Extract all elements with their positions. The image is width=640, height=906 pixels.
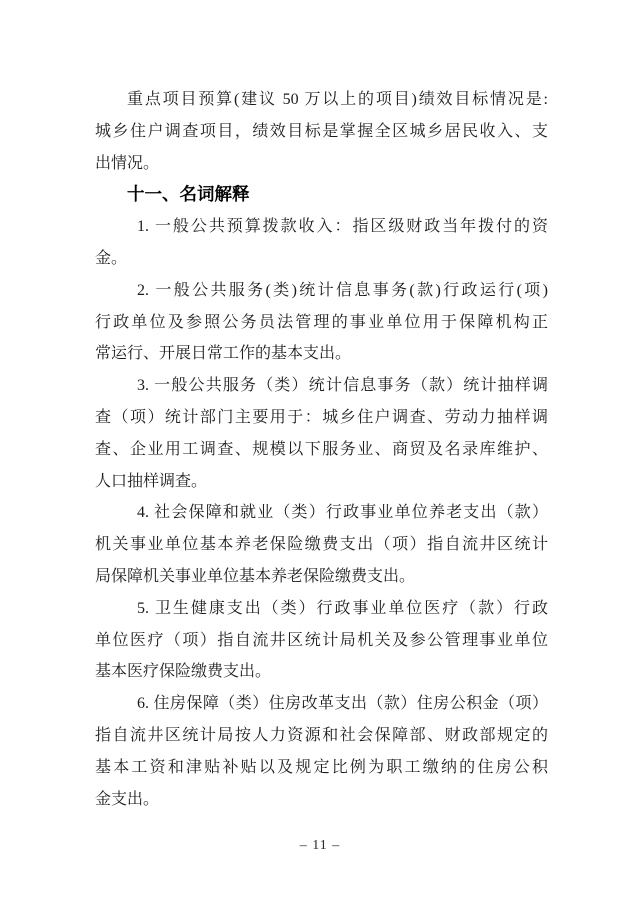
- intro-paragraph-line: 重点项目预算(建议 50 万以上的项目)绩效目标情况是:: [127, 91, 548, 108]
- term-1-line: 1. 一般公共预算拨款收入：指区级财政当年拨付的资: [137, 218, 548, 236]
- term-6-line: 基本工资和津贴补贴以及规定比例为职工缴纳的住房公积: [95, 758, 548, 776]
- term-5-line: 5. 卫生健康支出（类）行政事业单位医疗（款）行政: [137, 599, 548, 617]
- section-heading: 十一、名词解释: [127, 184, 250, 205]
- document-content: [95, 84, 548, 815]
- term-2-line: 常运行、开展日常工作的基本支出。: [95, 345, 352, 363]
- term-5-line: 基本医疗保险缴费支出。: [95, 663, 272, 681]
- term-2-line: 行政单位及参照公务员法管理的事业单位用于保障机构正: [95, 313, 548, 331]
- term-4-line: 4. 社会保障和就业（类）行政事业单位养老支出（款）: [137, 504, 548, 522]
- term-1-line: 金。: [95, 249, 128, 267]
- term-2-line: 2. 一般公共服务(类)统计信息事务(款)行政运行(项): [137, 281, 548, 299]
- term-4-line: 局保障机关事业单位基本养老保险缴费支出。: [95, 567, 416, 585]
- term-3-line: 查、企业用工调查、规模以下服务业、商贸及名录库维护、: [95, 440, 548, 458]
- intro-paragraph-line: 出情况。: [95, 154, 160, 172]
- term-6-line: 指自流井区统计局按人力资源和社会保障部、财政部规定的: [95, 726, 548, 744]
- intro-paragraph-line: 城乡住户调查项目，绩效目标是掌握全区城乡居民收入、支: [95, 122, 548, 140]
- term-3-line: 查（项）统计部门主要用于：城乡住户调查、劳动力抽样调: [95, 408, 548, 426]
- term-5-line: 单位医疗（项）指自流井区统计局机关及参公管理事业单位: [95, 631, 548, 649]
- term-4-line: 机关事业单位基本养老保险缴费支出（项）指自流井区统计: [95, 536, 548, 554]
- page-number: – 11 –: [299, 838, 341, 853]
- term-6-line: 6. 住房保障（类）住房改革支出（款）住房公积金（项）: [137, 695, 548, 713]
- term-6-line: 金支出。: [95, 790, 160, 808]
- term-3-line: 3. 一般公共服务（类）统计信息事务（款）统计抽样调: [137, 377, 548, 395]
- term-3-line: 人口抽样调查。: [95, 472, 208, 490]
